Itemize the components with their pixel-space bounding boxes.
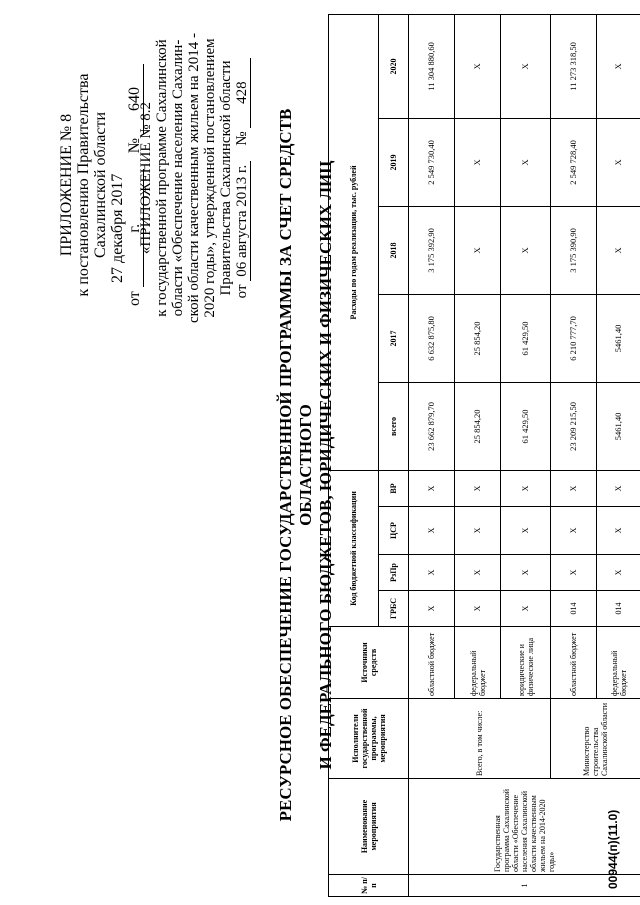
header-grbs: ГРБС	[379, 591, 409, 627]
program-date-line	[234, 3, 251, 353]
y2017-cell: 5461,40	[597, 294, 640, 382]
csr-cell: Х	[501, 507, 551, 555]
from-label: от	[126, 291, 143, 307]
appendix-header	[58, 25, 144, 345]
grbs-cell: Х	[455, 591, 501, 627]
total-cell: 25 854,20	[455, 382, 501, 470]
number-label: №	[126, 137, 143, 154]
program-name: Государственная программа Сахалинской области «Обеспечение населения Сахалинской области качественным жильем на 2014-2020 годы»	[409, 779, 640, 875]
from-label: от	[234, 284, 250, 299]
grbs-cell: Х	[409, 591, 455, 627]
executor-total: Всего, в том числе:	[409, 699, 551, 779]
appendix-number: 640	[126, 64, 144, 134]
csr-cell: Х	[551, 507, 597, 555]
y2019-cell: Х	[597, 118, 640, 206]
header-num: № п/п	[329, 875, 409, 897]
header-2020: 2020	[379, 14, 409, 118]
y2018-cell: Х	[501, 206, 551, 294]
header-2019: 2019	[379, 118, 409, 206]
header-2018: 2018	[379, 206, 409, 294]
y2018-cell: Х	[455, 206, 501, 294]
y2018-cell: 3 175 390,90	[551, 206, 597, 294]
grbs-cell: 014	[551, 591, 597, 627]
appendix-date: 27 декабря 2017 г.	[109, 169, 144, 287]
vr-cell: Х	[409, 470, 455, 506]
program-date: 06 августа 2013 г.	[234, 161, 251, 281]
program-line-2: области «Обеспечение населения Сахалин-	[170, 39, 186, 317]
y2019-cell: 2 549 730,40	[409, 118, 455, 206]
y2019-cell: 2 549 728,40	[551, 118, 597, 206]
rzpr-cell: Х	[597, 555, 640, 591]
csr-cell: Х	[455, 507, 501, 555]
source-cell: областной бюджет	[551, 627, 597, 699]
source-cell: областной бюджет	[409, 627, 455, 699]
appendix-line-2: Сахалинской области	[92, 111, 109, 259]
header-source: Источники средств	[329, 627, 409, 699]
row-number: 1	[409, 875, 640, 897]
resource-table	[328, 14, 640, 897]
source-cell: федеральный бюджет	[455, 627, 501, 699]
y2019-cell: Х	[455, 118, 501, 206]
y2020-cell: 11 273 318,50	[551, 14, 597, 118]
grbs-cell: Х	[501, 591, 551, 627]
program-line-4: 2020 годы», утвержденной постановлением	[202, 38, 218, 318]
header-spending: Расходы по годам реализации, тыс. рублей	[329, 14, 379, 470]
y2017-cell: 25 854,20	[455, 294, 501, 382]
program-appendix-title: «ПРИЛОЖЕНИЕ № 8.2	[138, 101, 154, 255]
program-line-3: ской области качественным жильем на 2014 -	[186, 32, 202, 324]
program-line-5: Правительства Сахалинской области	[218, 60, 234, 296]
program-line-1: к государственной программе Сахалинской	[154, 39, 170, 317]
header-name: Наименование мероприятия	[329, 779, 409, 875]
rzpr-cell: Х	[551, 555, 597, 591]
source-cell: юридические и физические лица	[501, 627, 551, 699]
total-cell: 23 662 879,70	[409, 382, 455, 470]
rzpr-cell: Х	[455, 555, 501, 591]
vr-cell: Х	[501, 470, 551, 506]
header-vr: ВР	[379, 470, 409, 506]
table-row	[551, 14, 597, 896]
y2017-cell: 6 210 777,70	[551, 294, 597, 382]
title-line-1: РЕСУРСНОЕ ОБЕСПЕЧЕНИЕ ГОСУДАРСТВЕННОЙ ПРОГРАММЫ ЗА СЧЕТ СРЕДСТВ ОБЛАСТНОГО	[276, 108, 315, 822]
document-code: 00944(п)(11.0)	[606, 809, 620, 889]
total-cell: 61 429,50	[501, 382, 551, 470]
header-executors: Исполнители государственной программы, мероприятия	[329, 699, 409, 779]
y2017-cell: 6 632 875,80	[409, 294, 455, 382]
rzpr-cell: Х	[501, 555, 551, 591]
header-2017: 2017	[379, 294, 409, 382]
total-cell: 23 209 215,50	[551, 382, 597, 470]
vr-cell: Х	[455, 470, 501, 506]
number-label: №	[234, 131, 250, 146]
header-kbk: Код бюджетной классификации	[329, 470, 379, 626]
rzpr-cell: Х	[409, 555, 455, 591]
y2018-cell: 3 175 392,90	[409, 206, 455, 294]
csr-cell: Х	[597, 507, 640, 555]
program-number: 428	[234, 58, 251, 128]
total-cell: 5461,40	[597, 382, 640, 470]
table-row	[409, 14, 455, 896]
y2018-cell: Х	[597, 206, 640, 294]
y2020-cell: Х	[597, 14, 640, 118]
csr-cell: Х	[409, 507, 455, 555]
y2020-cell: Х	[455, 14, 501, 118]
y2017-cell: 61 429,50	[501, 294, 551, 382]
appendix-title: ПРИЛОЖЕНИЕ № 8	[58, 113, 75, 257]
header-total: всего	[379, 382, 409, 470]
source-cell: федеральный бюджет	[597, 627, 640, 699]
header-rzpr: РзПр	[379, 555, 409, 591]
y2020-cell: Х	[501, 14, 551, 118]
vr-cell: Х	[597, 470, 640, 506]
vr-cell: Х	[551, 470, 597, 506]
y2019-cell: Х	[501, 118, 551, 206]
title-line-2: И ФЕДЕРАЛЬНОГО БЮДЖЕТОВ, ЮРИДИЧЕСКИХ И ФИЗИЧЕСКИХ ЛИЦ	[316, 160, 335, 770]
header-csr: ЦСР	[379, 507, 409, 555]
executor-ministry: Министерство строительства Сахалинской области	[551, 699, 640, 779]
appendix-line-1: к постановлению Правительства	[75, 73, 92, 297]
y2020-cell: 11 304 880,60	[409, 14, 455, 118]
program-appendix-header	[138, 3, 251, 353]
grbs-cell: 014	[597, 591, 640, 627]
document-title	[276, 65, 336, 865]
